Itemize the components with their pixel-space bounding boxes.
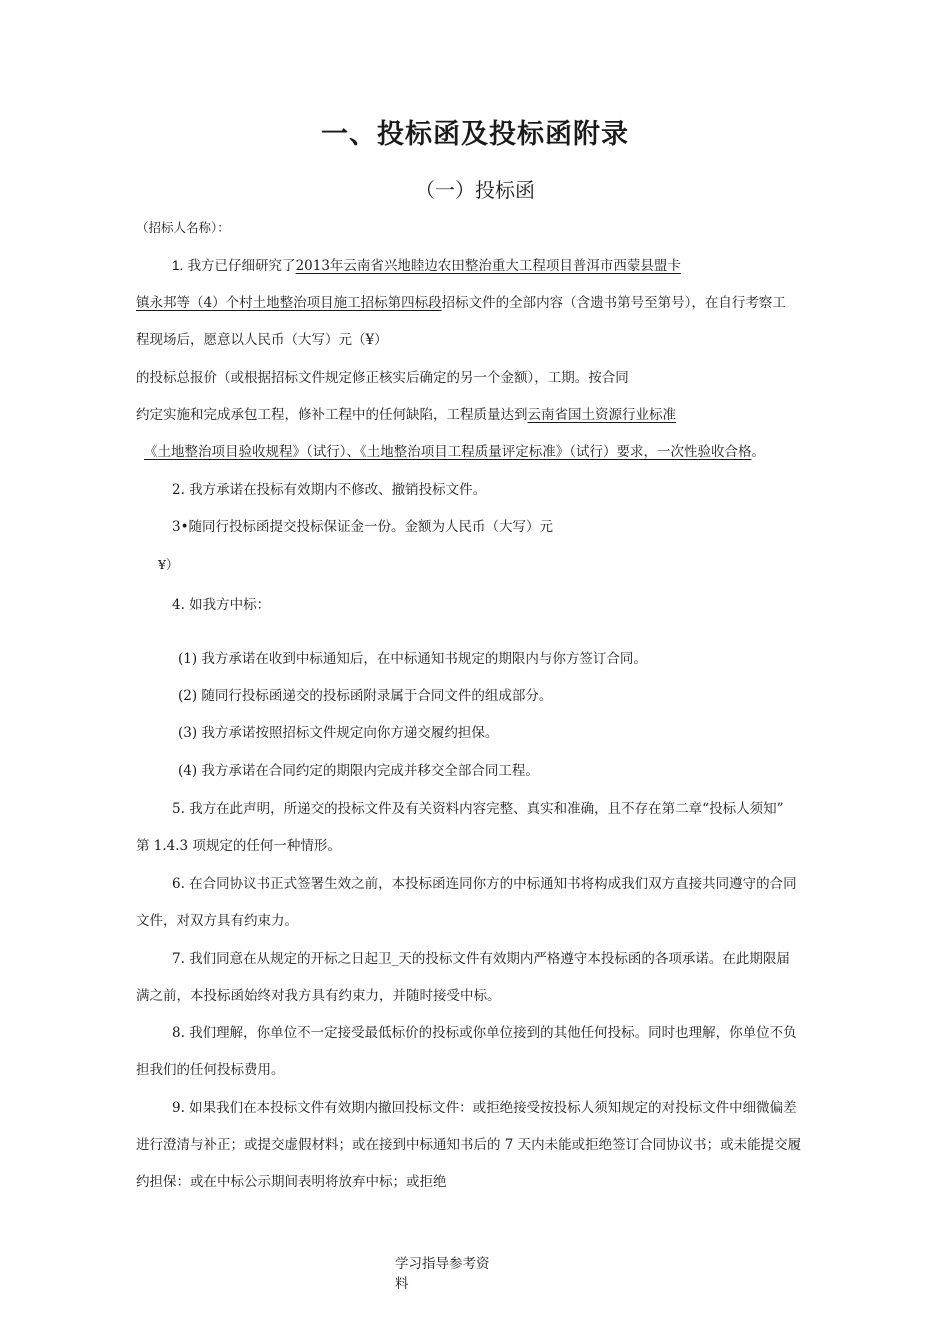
project-name-part1: 2013年云南省兴地睦边农田整治重大工程项目普洱市西蒙县盟卡 <box>295 258 681 274</box>
page-title: 一、投标函及投标函附录 <box>321 119 629 150</box>
item2-line: 2. 我方承诺在投标有效期内不修改、撤销投标文件。 <box>172 482 487 498</box>
item5-line-b: 第 1.4.3 项规定的任何一种情形。 <box>136 838 341 854</box>
item1-line-c: 程现场后，愿意以人民币（大写）元（¥） <box>136 332 388 348</box>
item4-line: 4. 如我方中标： <box>172 597 271 613</box>
item1-line-a <box>172 256 681 276</box>
item7-line-b: 满之前，本投标函始终对我方具有约束力，并随时接受中标。 <box>136 988 501 1004</box>
item9-line-c: 约担保：或在中标公示期间表明将放弃中标；或拒绝 <box>136 1174 447 1190</box>
item6-line-b: 文件，对双方具有约束力。 <box>136 913 298 929</box>
item4-sub3: (3) 我方承诺按照招标文件规定向你方递交履约担保。 <box>178 725 499 741</box>
item4-sub4: (4) 我方承诺在合同约定的期限内完成并移交全部合同工程。 <box>178 763 539 779</box>
item9-line-b: 进行澄清与补正；或提交虚假材料；或在接到中标通知书后的 7 天内未能或拒绝签订合同协议书；或未能提交履 <box>136 1137 802 1153</box>
item9-line-a: 9. 如果我们在本投标文件有效期内撤回投标文件：或拒绝接受按投标人须知规定的对投标文件中细微偏差 <box>172 1100 797 1116</box>
item7-line-a: 7. 我们同意在从规定的开标之日起卫_天的投标文件有效期内严格遵守本投标函的各项承诺。在此期限届 <box>172 951 790 967</box>
quality-standard-docs: 《土地整治项目验收规程》（试行）、《土地整治项目工程质量评定标准》（试行）要求，一次性验收合格 <box>144 444 752 460</box>
item5-line-a: 5. 我方在此声明，所递交的投标文件及有关资料内容完整、真实和准确，且不存在第二章“投标人须知” <box>172 801 784 817</box>
item1-text-b: 招标文件的全部内容（含遗书第号至第号），在自行考察工 <box>441 295 786 311</box>
item8-line-b: 担我们的任何投标费用。 <box>136 1062 285 1078</box>
item4-sub2: (2) 随同行投标函递交的投标函附录属于合同文件的组成部分。 <box>178 688 553 704</box>
item3-line-b: ¥） <box>158 557 179 572</box>
page-footer <box>395 1254 505 1294</box>
footer-line-a: 学习指导参考资 <box>395 1256 490 1272</box>
item1-line-f <box>144 442 765 462</box>
item4-sub1: (1) 我方承诺在收到中标通知后，在中标通知书规定的期限内与你方签订合同。 <box>178 651 647 667</box>
item1-lead: 我方已仔细研究了 <box>187 258 296 274</box>
item1-number: 1. <box>172 258 184 273</box>
quality-standard-name: 云南省国土资源行业标准 <box>527 407 676 423</box>
addressee-line: （招标人名称）： <box>136 220 230 235</box>
item8-line-a: 8. 我们理解，你单位不一定接受最低标价的投标或你单位接到的其他任何投标。同时也理解，你单位不负 <box>172 1025 797 1041</box>
project-name-part2: 镇永邦等（4）个村土地整治项目施工招标第四标段 <box>136 295 442 311</box>
section-subtitle: （一）投标函 <box>415 178 535 202</box>
item1-line-e <box>136 405 676 425</box>
item6-line-a: 6. 在合同协议书正式签署生效之前，本投标函连同你方的中标通知书将构成我们双方直接共同遵守的合同 <box>172 876 797 892</box>
footer-line-b: 料 <box>395 1276 409 1292</box>
item1-line-f-end: 。 <box>751 444 765 460</box>
item1-line-e-text: 约定实施和完成承包工程，修补工程中的任何缺陷，工程质量达到 <box>136 407 528 423</box>
item1-line-d: 的投标总报价（或根据招标文件规定修正核实后确定的另一个金额），工期。按合同 <box>136 370 629 386</box>
item3-line-a: 3•随同行投标函提交投标保证金一份。金额为人民币（大写）元 <box>172 519 554 535</box>
item1-line-b <box>136 293 786 313</box>
